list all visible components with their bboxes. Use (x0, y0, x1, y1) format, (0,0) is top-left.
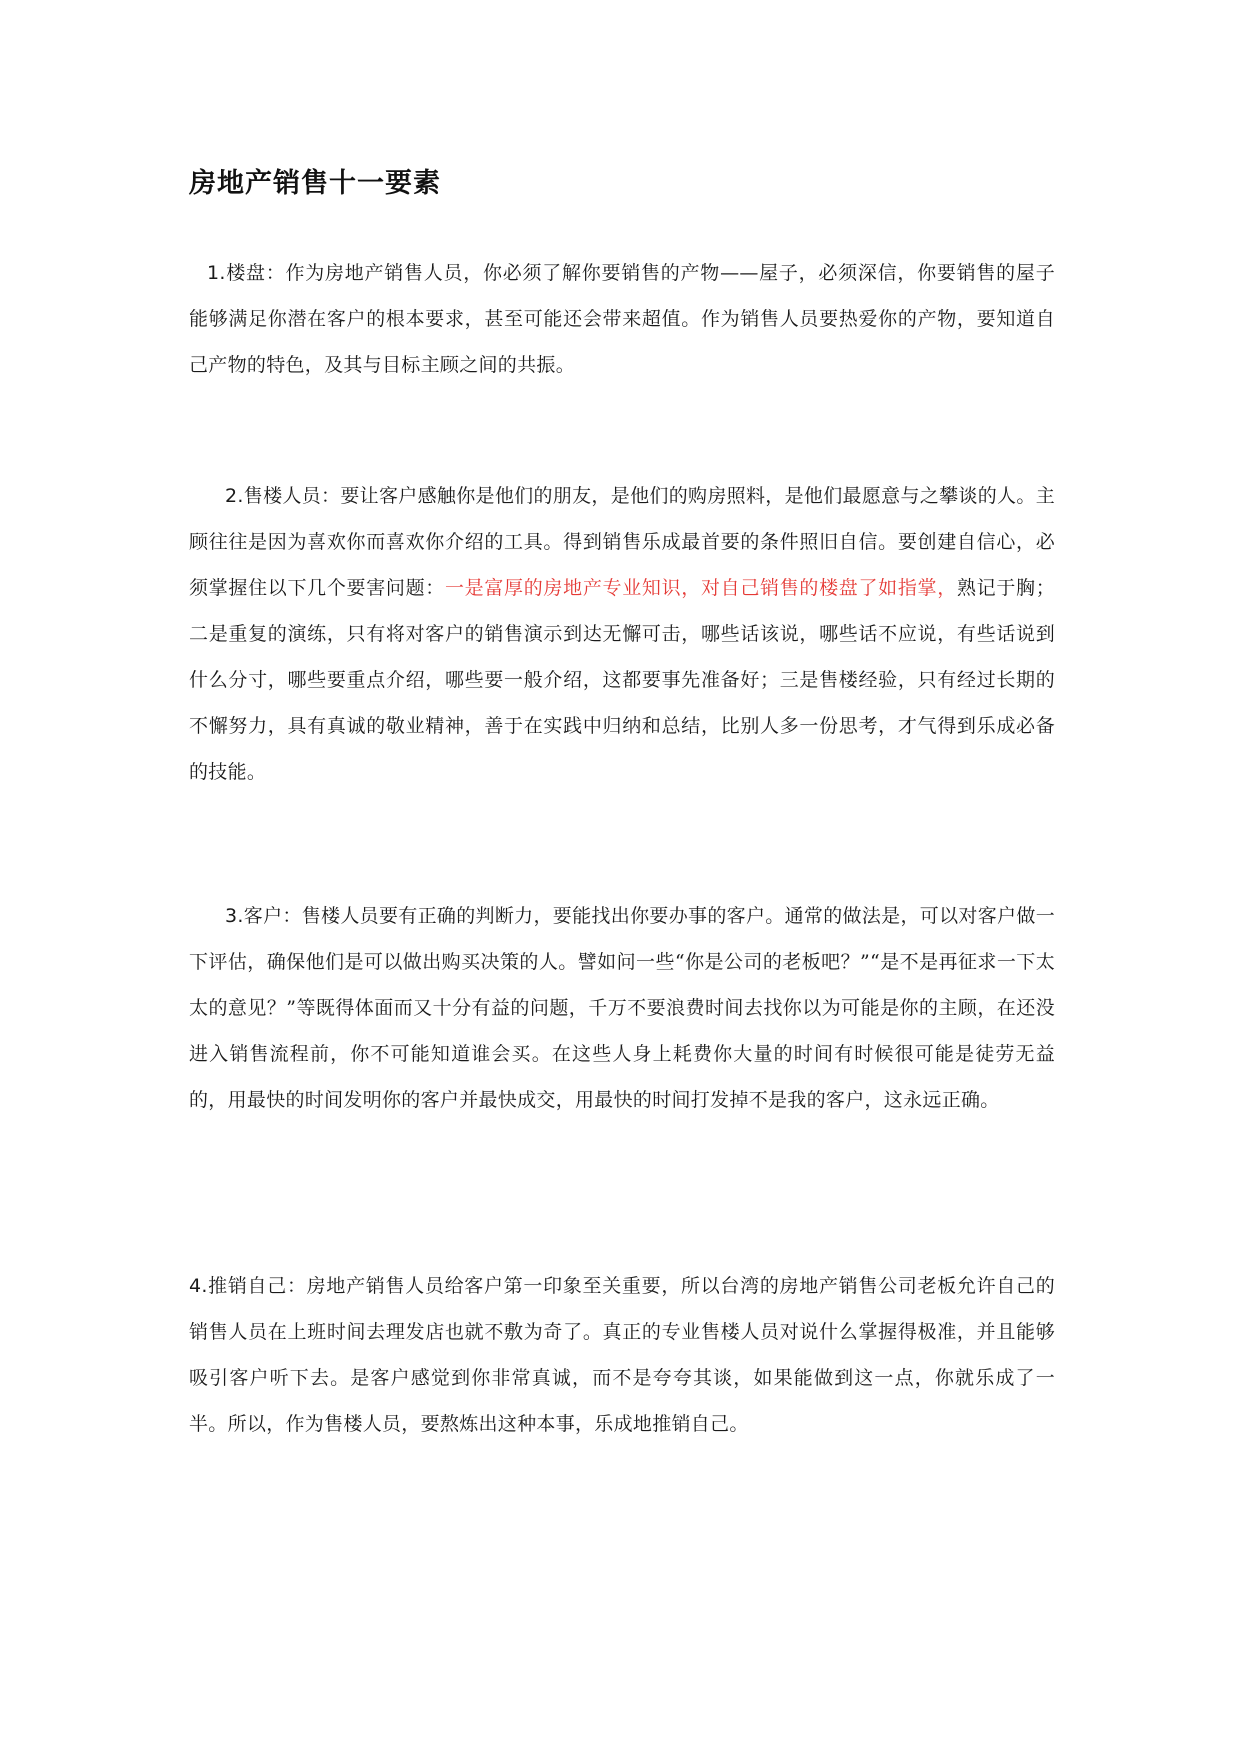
page-title: 房地产销售十一要素 (189, 168, 441, 199)
section-4-text: 推销自己：房地产销售人员给客户第一印象至关重要，所以台湾的房地产销售公司老板允许自己的销售人员在上班时间去理发店也就不敷为奇了。真正的专业售楼人员对说什么掌握得极准，并且能够吸引客户听下去。是客户感觉到你非常真诚，而不是夸夸其谈，如果能做到这一点，你就乐成了一半。所以，作为售楼人员，要熬炼出这种本事，乐成地推销自己。 (189, 1275, 1055, 1435)
section-2-text-after: 熟记于胸；二是重复的演练，只有将对客户的销售演示到达无懈可击，哪些话该说，哪些话不应说，有些话说到什么分寸，哪些要重点介绍，哪些要一般介绍，这都要事先准备好；三是售楼经验，只有经过长期的不懈努力，具有真诚的敬业精神，善于在实践中归纳和总结，比别人多一份思考，才气得到乐成必备的技能。 (189, 577, 1055, 783)
section-2-paragraph (189, 473, 1055, 795)
section-4-paragraph (189, 1263, 1055, 1447)
section-1-text: 楼盘：作为房地产销售人员，你必须了解你要销售的产物——屋子，必须深信，你要销售的屋子能够满足你潜在客户的根本要求，甚至可能还会带来超值。作为销售人员要热爱你的产物，要知道自己产物的特色，及其与目标主顾之间的共振。 (189, 262, 1055, 376)
section-3-number: 3. (225, 905, 244, 927)
section-2-number: 2. (225, 485, 244, 507)
section-3-text: 客户：售楼人员要有正确的判断力，要能找出你要办事的客户。通常的做法是，可以对客户做一下评估，确保他们是可以做出购买决策的人。譬如问一些“你是公司的老板吧？”“是不是再征求一下太太的意见？”等既得体面而又十分有益的问题，千万不要浪费时间去找你以为可能是你的主顾，在还没进入销售流程前，你不可能知道谁会买。在这些人身上耗费你大量的时间有时候很可能是徒劳无益的，用最快的时间发明你的客户并最快成交，用最快的时间打发掉不是我的客户，这永远正确。 (189, 905, 1055, 1111)
section-2-highlight: 一是富厚的房地产专业知识，对自己销售的楼盘了如指掌， (444, 577, 957, 599)
section-1-number: 1. (207, 262, 226, 284)
section-2-text-before: 售楼人员：要让客户感触你是他们的朋友，是他们的购房照料，是他们最愿意与之攀谈的人。主顾往往是因为喜欢你而喜欢你介绍的工具。得到销售乐成最首要的条件照旧自信。要创建自信心，必须掌握住以下几个要害问题： (189, 485, 1055, 599)
section-1-paragraph (189, 250, 1055, 388)
section-3-paragraph (189, 893, 1055, 1123)
section-4-number: 4. (189, 1275, 208, 1297)
